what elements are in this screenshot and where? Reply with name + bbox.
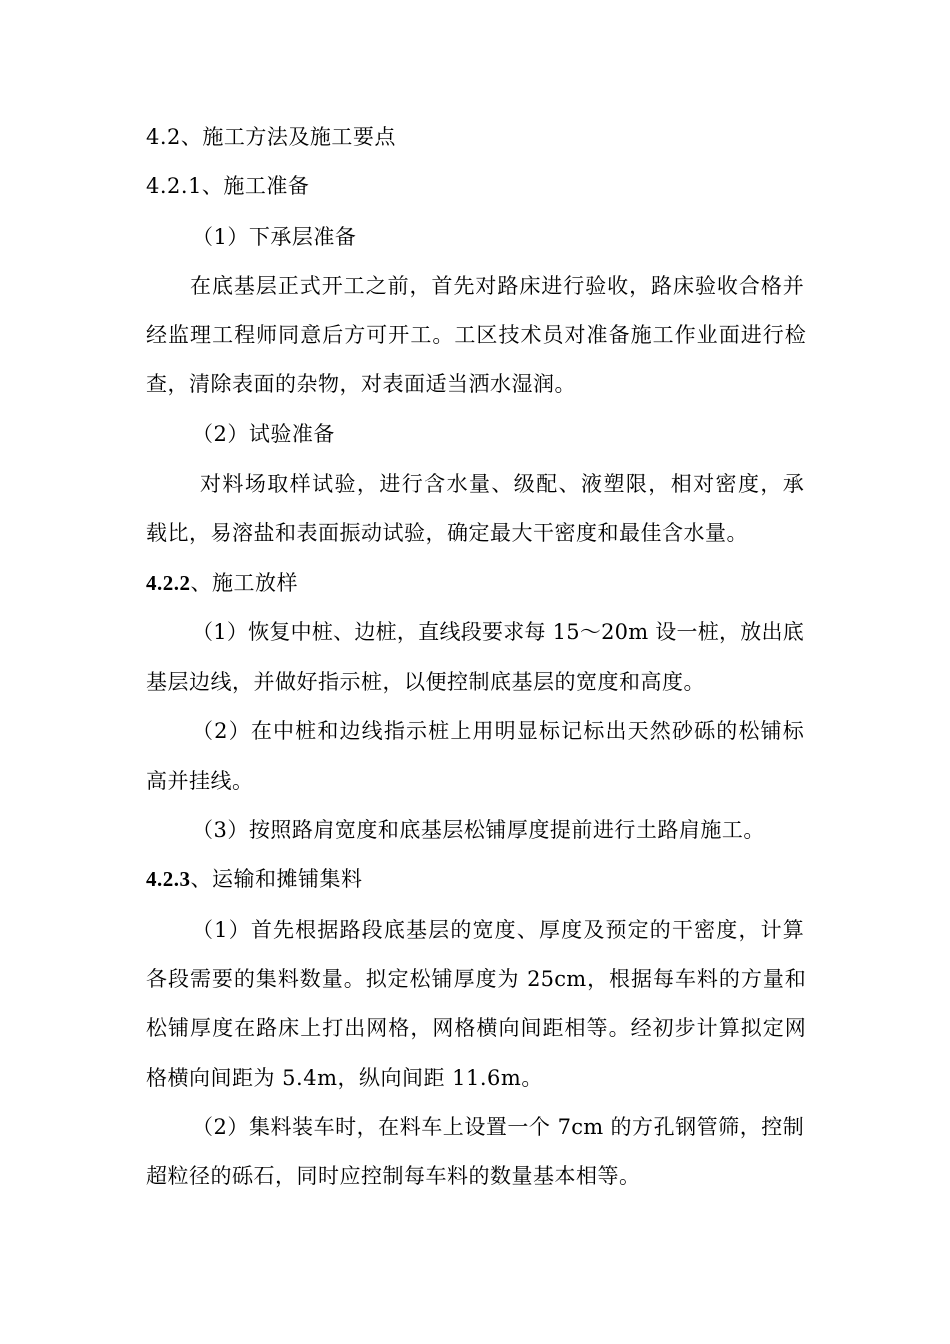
- item-title-test-prep: （2）试验准备: [192, 422, 335, 446]
- section-heading-4-2-3: [146, 866, 363, 892]
- paragraph-line: 对料场取样试验，进行含水量、级配、液塑限，相对密度，承: [200, 472, 804, 496]
- paragraph-line: 各段需要的集料数量。拟定松铺厚度为 25cm，根据每车料的方量和: [146, 967, 806, 991]
- paragraph-line: 经监理工程师同意后方可开工。工区技术员对准备施工作业面进行检: [146, 323, 806, 347]
- paragraph-line: （2）集料装车时，在料车上设置一个 7cm 的方孔钢管筛，控制: [192, 1115, 804, 1139]
- paragraph-line: （1）首先根据路段底基层的宽度、厚度及预定的干密度，计算: [192, 918, 804, 942]
- section-heading-4-2: 4.2、施工方法及施工要点: [146, 125, 396, 149]
- paragraph-line: 基层边线，并做好指示桩，以便控制底基层的宽度和高度。: [146, 670, 705, 694]
- paragraph-line: 载比，易溶盐和表面振动试验，确定最大干密度和最佳含水量。: [146, 521, 748, 545]
- section-heading-4-2-1: 4.2.1、施工准备: [146, 174, 310, 198]
- paragraph-line: 格横向间距为 5.4m，纵向间距 11.6m。: [146, 1066, 543, 1090]
- paragraph-line: 超粒径的砾石，同时应控制每车料的数量基本相等。: [146, 1164, 641, 1188]
- paragraph-line: 查，清除表面的杂物，对表面适当洒水湿润。: [146, 372, 576, 396]
- section-title: 、运输和摊铺集料: [190, 867, 363, 891]
- item-title-underlayer-prep: （1）下承层准备: [192, 225, 357, 249]
- paragraph-line: 松铺厚度在路床上打出网格，网格横向间距相等。经初步计算拟定网: [146, 1016, 806, 1040]
- paragraph-line: （2）在中桩和边线指示桩上用明显标记标出天然砂砾的松铺标: [192, 719, 804, 743]
- section-title: 、施工放样: [190, 571, 298, 595]
- paragraph-line: 在底基层正式开工之前，首先对路床进行验收，路床验收合格并: [190, 274, 804, 298]
- paragraph-line: 高并挂线。: [146, 769, 254, 793]
- section-number: 4.2.2: [146, 571, 191, 595]
- section-heading-4-2-2: [146, 570, 298, 596]
- section-number: 4.2.3: [146, 867, 191, 891]
- paragraph-line: （3）按照路肩宽度和底基层松铺厚度提前进行土路肩施工。: [192, 818, 765, 842]
- paragraph-line: （1）恢复中桩、边桩，直线段要求每 15～20m 设一桩，放出底: [192, 620, 804, 644]
